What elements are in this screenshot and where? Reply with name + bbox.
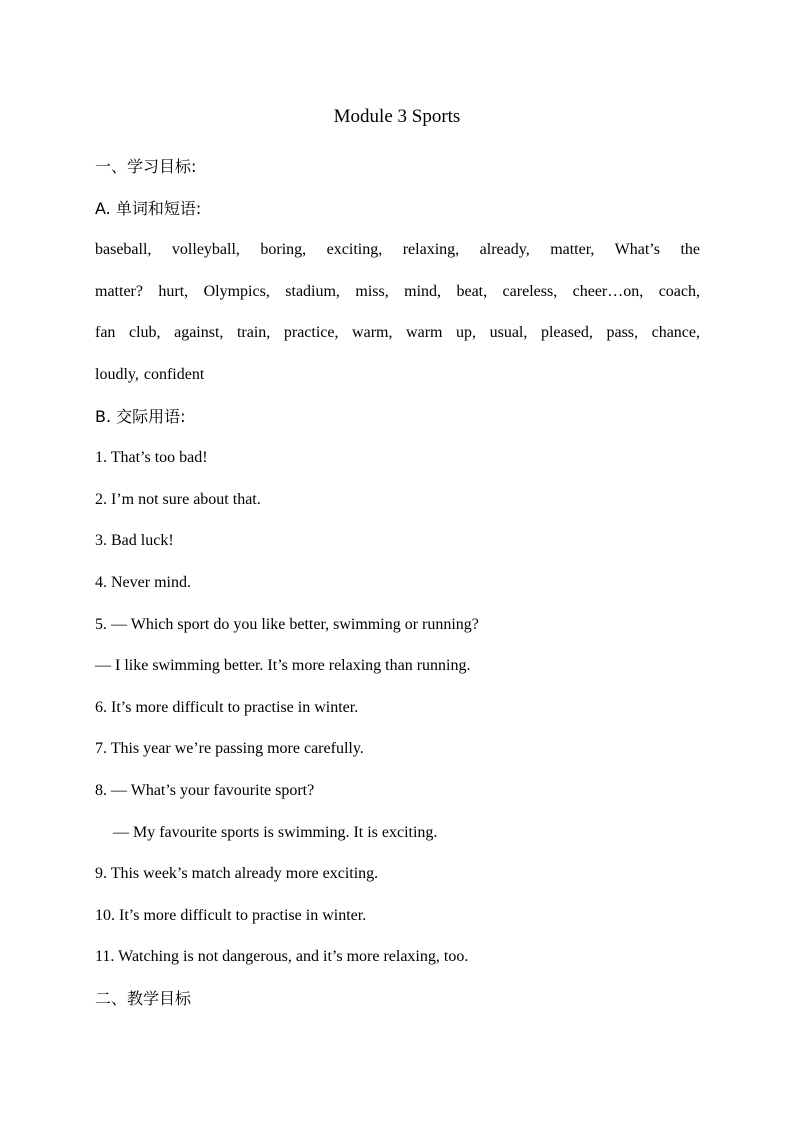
document-title: Module 3 Sports (333, 106, 461, 127)
vocabulary-line: loudly, confident (95, 365, 205, 383)
phrase-item: 5. — Which sport do you like better, swimming or running? (95, 615, 479, 633)
phrase-item: — My favourite sports is swimming. It is exciting. (113, 823, 438, 841)
phrase-item: 1. That’s too bad! (95, 449, 208, 467)
vocabulary-line: fan club, against, train, practice, warm, warm up, usual, pleased, pass, chance, (95, 324, 700, 342)
phrase-item: 7. This year we’re passing more carefully. (95, 740, 364, 758)
vocabulary-list (95, 229, 700, 395)
vocabulary-line: baseball, volleyball, boring, exciting, relaxing, already, matter, What’s the (95, 241, 700, 259)
phrase-item: — I like swimming better. It’s more relaxing than running. (95, 657, 471, 675)
phrase-item: 6. It’s more difficult to practise in winter. (95, 698, 359, 716)
phrase-item: 11. Watching is not dangerous, and it’s more relaxing, too. (95, 948, 469, 966)
vocabulary-line: matter? hurt, Olympics, stadium, miss, mind, beat, careless, cheer…on, coach, (95, 282, 700, 300)
phrase-item: 2. I’m not sure about that. (95, 490, 261, 508)
subsection-heading-communicative-phrases: B. 交际用语: (95, 406, 186, 426)
document-content (95, 146, 700, 1019)
section-heading-teaching-goals: 二、教学目标 (95, 988, 192, 1008)
phrase-item: 9. This week’s match already more exciting. (95, 865, 379, 883)
phrase-list (95, 437, 700, 978)
phrase-item: 8. — What’s your favourite sport? (95, 781, 315, 799)
phrase-item: 3. Bad luck! (95, 532, 174, 550)
phrase-item: 4. Never mind. (95, 573, 191, 591)
phrase-item: 10. It’s more difficult to practise in winter. (95, 906, 367, 924)
subsection-heading-words-phrases: A. 单词和短语: (95, 198, 202, 218)
section-heading-learning-goals: 一、学习目标: (95, 157, 197, 176)
